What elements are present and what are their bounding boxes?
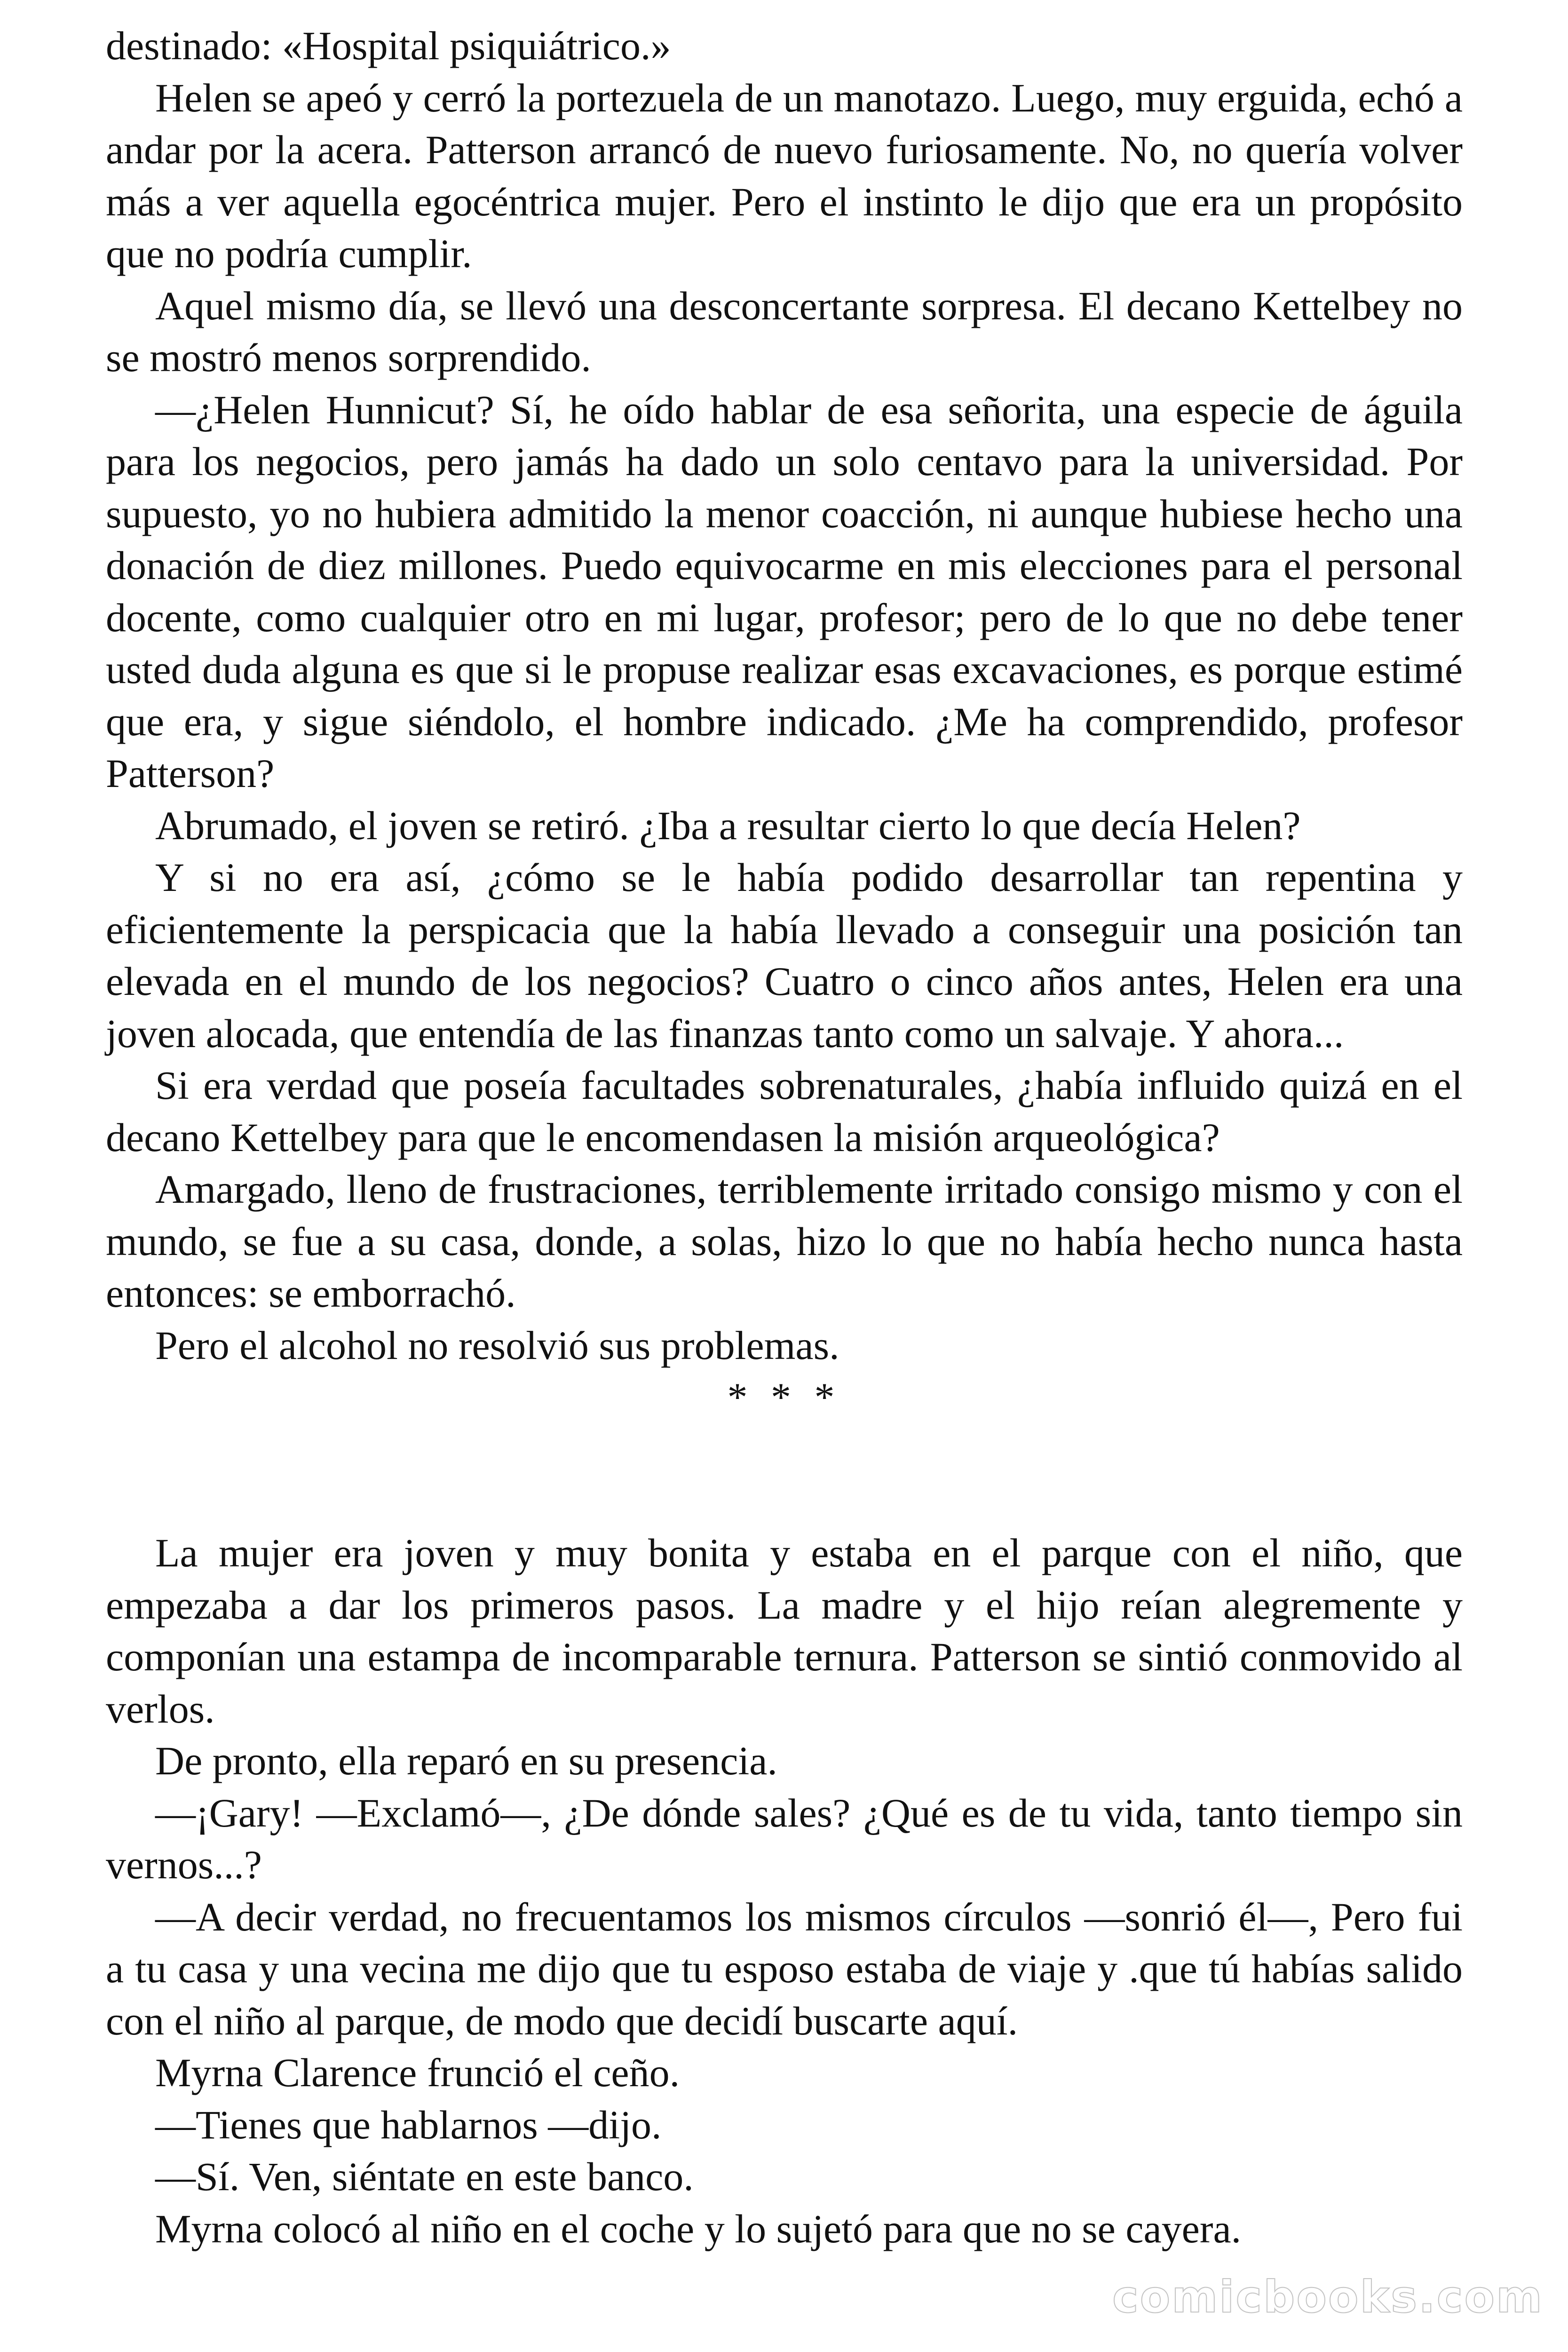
paragraph-continuation: destinado: «Hospital psiquiátrico.» bbox=[106, 23, 671, 68]
paragraph: La mujer era joven y muy bonita y estaba en el parque con el niño, que empezaba a dar los primeros pasos. La madre y el hijo reían alegremente y componían una estampa de incomparable ternura. Patterson se sintió conmovido al verlos. bbox=[106, 1530, 1463, 1732]
paragraph: Helen se apeó y cerró la portezuela de un manotazo. Luego, muy erguida, echó a andar por la acera. Patterson arrancó de nuevo furiosamente. No, no quería volver más a ver aquella egocéntrica mujer. Pero el instinto le dijo que era un propósito que no podría cumplir. bbox=[106, 75, 1463, 276]
paragraph: Aquel mismo día, se llevó una desconcertante sorpresa. El decano Kettelbey no se mostró menos sorprendido. bbox=[106, 283, 1463, 380]
paragraph: Myrna Clarence frunció el ceño. bbox=[155, 2050, 680, 2095]
book-page bbox=[106, 20, 1463, 2255]
watermark-logo: comicbooks.com bbox=[1112, 2272, 1544, 2323]
paragraph-dialogue: —Sí. Ven, siéntate en este banco. bbox=[155, 2154, 694, 2199]
separator-asterisks: * * * bbox=[727, 1375, 841, 1420]
paragraph: De pronto, ella reparó en su presencia. bbox=[155, 1738, 777, 1783]
section-separator bbox=[106, 1371, 1463, 1527]
paragraph-dialogue: —Tienes que hablarnos —dijo. bbox=[155, 2102, 662, 2147]
paragraph: Si era verdad que poseía facultades sobrenaturales, ¿había influido quizá en el decano Kettelbey para que le encomendasen la misión arqueológica? bbox=[106, 1063, 1463, 1160]
paragraph-dialogue: —A decir verdad, no frecuentamos los mismos círculos —sonrió él—, Pero fui a tu casa y una vecina me dijo que tu esposo estaba de viaje y .que tú habías salido con el niño al parque, de modo que decidí buscarte aquí. bbox=[106, 1894, 1463, 2043]
paragraph: Y si no era así, ¿cómo se le había podido desarrollar tan repentina y eficientemente la perspicacia que la había llevado a conseguir una posición tan elevada en el mundo de los negocios? Cuatro o cinco años antes, Helen era una joven alocada, que entendía de las finanzas tanto como un salvaje. Y ahora... bbox=[106, 855, 1463, 1056]
paragraph-dialogue: —¿Helen Hunnicut? Sí, he oído hablar de esa señorita, una especie de águila para los negocios, pero jamás ha dado un solo centavo para la universidad. Por supuesto, yo no hubiera admitido la menor coacción, ni aunque hubiese hecho una donación de diez millones. Puedo equivocarme en mis elecciones para el personal docente, como cualquier otro en mi lugar, profesor; pero de lo que no debe tener usted duda alguna es que si le propuse realizar esas excavaciones, es porque estimé que era, y sigue siéndolo, el hombre indicado. ¿Me ha comprendido, profesor Patterson? bbox=[106, 387, 1463, 796]
paragraph: Pero el alcohol no resolvió sus problemas. bbox=[155, 1322, 839, 1368]
paragraph: Amargado, lleno de frustraciones, terriblemente irritado consigo mismo y con el mundo, se fue a su casa, donde, a solas, hizo lo que no había hecho nunca hasta entonces: se emborrachó. bbox=[106, 1167, 1463, 1316]
paragraph: Abrumado, el joven se retiró. ¿Iba a resultar cierto lo que decía Helen? bbox=[155, 803, 1301, 848]
paragraph: Myrna colocó al niño en el coche y lo sujetó para que no se cayera. bbox=[155, 2206, 1242, 2251]
paragraph-dialogue: —¡Gary! —Exclamó—, ¿De dónde sales? ¿Qué es de tu vida, tanto tiempo sin vernos...? bbox=[106, 1790, 1463, 1887]
